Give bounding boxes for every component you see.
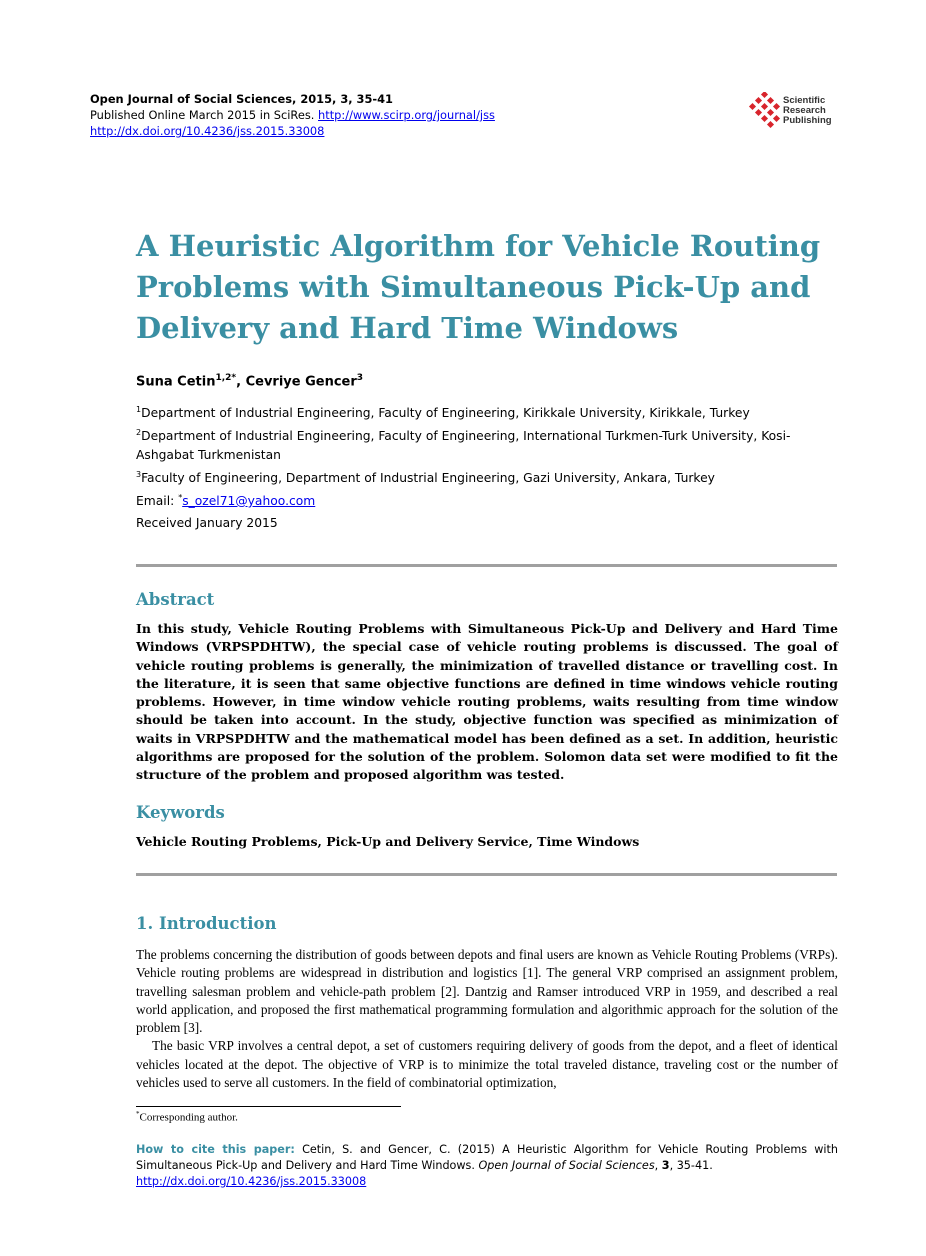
paper-title: A Heuristic Algorithm for Vehicle Routing Problems with Simultaneous Pick-Up and Delivery and Hard Time Windows [136,229,821,345]
footnote-divider [136,1106,401,1107]
affiliation-3-num: 3 [136,470,142,479]
introduction-heading: 1. Introduction [136,914,277,933]
email-line [136,488,836,511]
footnote-sup: * [136,1110,140,1118]
intro-paragraph-1: The problems concerning the distribution of goods between depots and final users are known as Vehicle Routing Problems (VRPs). Vehicle routing problems are widespread in distribution and logistics [1]. The general VRP comprised an assignment problem, travelling salesman problem and vehicle-path problem [2]. Dantzig and Ramser introduced VRP in 1959, and described a real world application, and proposed the first mathematical programming formulation and algorithmic approach for the solution of the problem [3]. [136,947,838,1036]
author-2: Cevriye Gencer [245,374,357,390]
keywords-text: Vehicle Routing Problems, Pick-Up and Delivery Service, Time Windows [136,834,640,849]
affiliation-1-num: 1 [136,405,142,414]
citation-label: How to cite this paper: [136,1143,295,1156]
abstract-heading: Abstract [136,590,215,609]
published-text: Published Online March 2015 in SciRes. [90,108,315,122]
journal-citation-line: Open Journal of Social Sciences, 2015, 3, 35-41 [90,92,393,106]
author-list [136,373,363,389]
abstract-text: In this study, Vehicle Routing Problems with Simultaneous Pick-Up and Delivery and Hard Time Windows (VRPSPDHTW), the special case of vehicle routing problems is discussed. The goal of vehicle routing problems is generally, the minimization of travelled distance or travelling cost. In the literature, it is seen that same objective functions are defined in time windows vehicle routing problems. However, in time window vehicle routing problems, waits resulting from time window should be taken into account. In the study, objective function was specified as minimization of waits in VRPSPDHTW and the mathematical model has been defined as a set. In addition, heuristic algorithms are proposed for the solution of the problem. Solomon data set were modified to fit the structure of the problem and proposed algorithm was tested. [136,621,838,783]
affiliation-2-text: Department of Industrial Engineering, Faculty of Engineering, International Turkmen-Turk University, Kosi-Ashgabat Turkmenistan [136,429,791,462]
affiliation-3 [136,465,836,488]
received-date: Received January 2015 [136,516,278,530]
journal-url-link[interactable]: http://www.scirp.org/journal/jss [318,108,495,122]
author-separator: , [236,374,246,390]
citation-pages: , 35-41. [669,1159,713,1172]
affiliation-2-num: 2 [136,428,142,437]
email-label: Email: [136,494,175,508]
email-sup: * [178,493,183,502]
author-1-sup: 1,2* [215,373,237,383]
published-line [90,107,495,123]
citation-doi-link[interactable]: http://dx.doi.org/10.4236/jss.2015.33008 [136,1175,367,1188]
footnote-text: Corresponding author. [139,1111,238,1124]
doi-link[interactable]: http://dx.doi.org/10.4236/jss.2015.33008 [90,124,325,138]
footnote [136,1110,238,1124]
email-link[interactable]: s_ozel71@yahoo.com [182,494,316,508]
affiliation-3-text: Faculty of Engineering, Department of Industrial Engineering, Gazi University, Ankara, Turkey [141,471,715,485]
affiliations [136,400,836,511]
citation-journal: Open Journal of Social Sciences [478,1159,655,1172]
affiliation-1-text: Department of Industrial Engineering, Faculty of Engineering, Kirikkale University, Kirikkale, Turkey [141,406,750,420]
publisher-name [783,96,832,126]
scirp-logo-icon [746,92,786,132]
logo-line-2: Research [783,105,826,116]
journal-header [90,91,495,139]
introduction-body [136,946,838,1092]
citation-block: How to cite this paper: Cetin, S. and Gencer, C. (2015) A Heuristic Algorithm for Vehicle Routing Problems with Simultaneous Pick-Up and Delivery and Hard Time Windows. Open Journal of Social Sciences, 3, 35-41. http://dx.doi.org/10.4236/jss.2015.33008 [136,1143,838,1188]
affiliation-2 [136,423,836,465]
logo-line-1: Scientific [783,95,826,106]
section-divider [136,873,837,876]
keywords-heading: Keywords [136,803,225,822]
affiliation-1 [136,400,836,423]
author-1: Suna Cetin [136,374,216,390]
logo-line-3: Publishing [783,115,832,126]
author-2-sup: 3 [356,373,364,383]
citation-volume: 3 [661,1159,670,1172]
intro-paragraph-2: The basic VRP involves a central depot, a set of customers requiring delivery of goods from the depot, and a fleet of identical vehicles located at the depot. The objective of VRP is to minimize the total traveled distance, traveling cost or the number of vehicles used to serve all customers. In the field of combinatorial optimization, [136,1038,838,1091]
section-divider [136,564,837,567]
citation-text: Cetin, S. and Gencer, C. (2015) A Heuristic Algorithm for Vehicle Routing Problems with Simultaneous Pick-Up and Delivery and Hard Time Windows. [136,1143,838,1172]
